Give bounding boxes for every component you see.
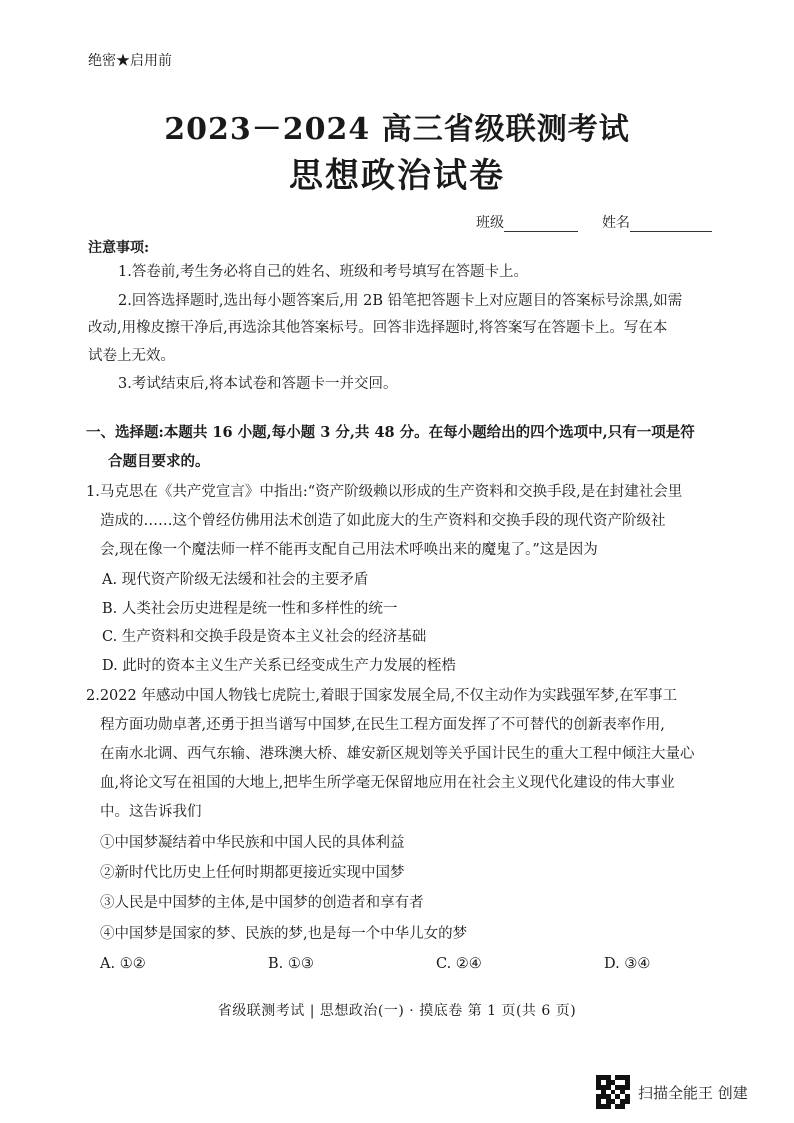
name-label: 姓名: [602, 215, 630, 231]
exam-subject-title: 思想政治试卷: [289, 156, 505, 196]
scanner-app-label: 扫描全能王 创建: [638, 1083, 748, 1102]
question-2-statement: ④中国梦是国家的梦、民族的梦,也是每一个中华儿女的梦: [100, 926, 468, 942]
question-2-stem: 在南水北调、西气东输、港珠澳大桥、雄安新区规划等关乎国计民生的重大工程中倾注大量心: [100, 746, 695, 762]
question-1-option-c: C. 生产资料和交换手段是资本主义社会的经济基础: [102, 629, 427, 645]
confidential-label: 绝密★启用前: [88, 53, 172, 69]
question-2-stem: 血,将论文写在祖国的大地上,把毕生所学毫无保留地应用在社会主义现代化建设的伟大事业: [100, 775, 675, 791]
question-2-stem: 中。这告诉我们: [100, 804, 202, 820]
note-line: 试卷上无效。: [88, 348, 175, 364]
scanner-watermark: [596, 1075, 748, 1109]
exam-title: 2023－2024 高三省级联测考试: [164, 112, 630, 147]
question-2-choice-c: C. ②④: [436, 956, 482, 972]
question-2-choice-a: A. ①②: [100, 956, 146, 972]
question-2-choice-d: D. ③④: [604, 956, 651, 972]
note-line: 2.回答选择题时,选出每小题答案后,用 2B 铅笔把答题卡上对应题目的答案标号涂黑,如需: [118, 293, 683, 309]
class-label: 班级: [476, 215, 504, 231]
question-2-statement: ③人民是中国梦的主体,是中国梦的创造者和享有者: [100, 895, 424, 911]
question-1-option-d: D. 此时的资本主义生产关系已经变成生产力发展的桎梏: [102, 658, 456, 674]
note-line: 1.答卷前,考生务必将自己的姓名、班级和考号填写在答题卡上。: [118, 264, 528, 280]
question-2-stem: 程方面功勋卓著,还勇于担当谱写中国梦,在民生工程方面发挥了不可替代的创新表率作用,: [100, 717, 665, 733]
question-1-stem: 1.马克思在《共产党宣言》中指出:“资产阶级赖以形成的生产资料和交换手段,是在封建社会里: [86, 484, 683, 500]
question-2-choice-b: B. ①③: [268, 956, 314, 972]
question-2-statement: ②新时代比历史上任何时期都更接近实现中国梦: [100, 865, 405, 881]
page-footer: 省级联测考试 | 思想政治(一) · 摸底卷 第 1 页(共 6 页): [217, 1003, 577, 1019]
name-blank: [630, 217, 712, 232]
note-line: 3.考试结束后,将本试卷和答题卡一并交回。: [118, 376, 398, 392]
section-heading: 一、选择题:本题共 16 小题,每小题 3 分,共 48 分。在每小题给出的四个选项中,只有一项是符: [86, 424, 695, 441]
question-2-statement: ①中国梦凝结着中华民族和中国人民的具体利益: [100, 835, 405, 851]
notes-heading: 注意事项:: [88, 240, 150, 256]
section-heading-cont: 合题目要求的。: [108, 453, 210, 470]
question-1-option-b: B. 人类社会历史进程是统一性和多样性的统一: [102, 601, 398, 617]
question-1-option-a: A. 现代资产阶级无法缓和社会的主要矛盾: [102, 572, 369, 588]
note-line: 改动,用橡皮擦干净后,再选涂其他答案标号。回答非选择题时,将答案写在答题卡上。写在本: [88, 320, 668, 336]
student-info-fields: [476, 212, 712, 232]
question-1-stem: 会,现在像一个魔法师一样不能再支配自己用法术呼唤出来的魔鬼了。”这是因为: [100, 542, 598, 558]
question-2-stem: 2.2022 年感动中国人物钱七虎院士,着眼于国家发展全局,不仅主动作为实践强军梦,在军事工: [86, 688, 678, 704]
class-blank: [504, 217, 578, 232]
question-1-stem: 造成的……这个曾经仿佛用法术创造了如此庞大的生产资料和交换手段的现代资产阶级社: [100, 513, 666, 529]
qr-code-icon: [596, 1075, 630, 1109]
